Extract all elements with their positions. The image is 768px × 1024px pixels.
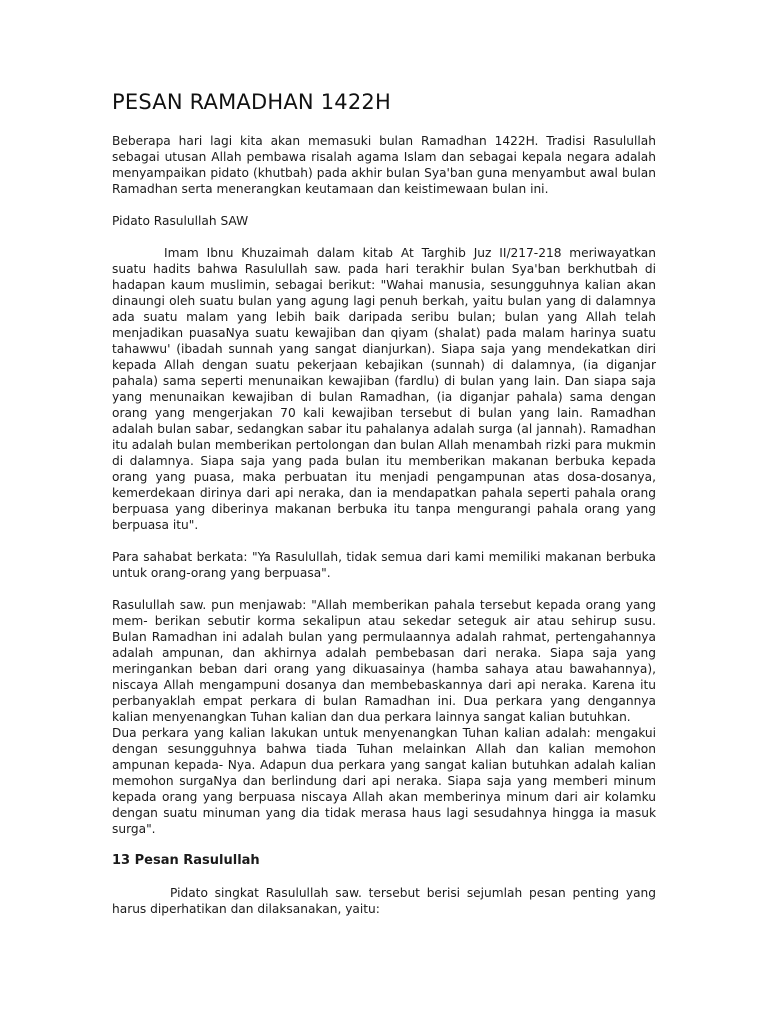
document-title: PESAN RAMADHAN 1422H xyxy=(112,90,391,114)
intro-paragraph: Beberapa hari lagi kita akan memasuki bulan Ramadhan 1422H. Tradisi Rasulullah sebagai utusan Allah pembawa risalah agama Islam dan sebagai kepala negara adalah menyampaikan pidato (khutbah) pada akhir bulan Sya'ban guna menyambut awal bulan Ramadhan serta menerangkan keutamaan dan keistimewaan bulan ini. xyxy=(112,134,656,197)
sahabat-paragraph: Para sahabat berkata: "Ya Rasulullah, tidak semua dari kami memiliki makanan berbuka untuk orang-orang yang berpuasa". xyxy=(112,550,656,581)
section-heading-pidato: Pidato Rasulullah SAW xyxy=(112,214,249,229)
section-heading-13-pesan: 13 Pesan Rasulullah xyxy=(112,853,260,869)
pesan-intro-paragraph: Pidato singkat Rasulullah saw. tersebut berisi sejumlah pesan penting yang harus diperhatikan dan dilaksanakan, yaitu: xyxy=(112,886,656,917)
hadith-paragraph: Imam Ibnu Khuzaimah dalam kitab At Targhib Juz II/217-218 meriwayatkan suatu hadits bahwa Rasulullah saw. pada hari terakhir bulan Sya'ban berkhutbah di hadapan kaum muslimin, sebagai berikut: "Wahai manusia, sesungguhnya kalian akan dinaungi oleh suatu bulan yang agung lagi penuh berkah, yaitu bulan yang di dalamnya ada suatu malam yang lebih baik daripada seribu bulan; bulan yang Allah telah menjadikan puasaNya suatu kewajiban dan qiyam (shalat) pada malam harinya suatu tahawwu' (ibadah sunnah yang sangat dianjurkan). Siapa saja yang mendekatkan diri kepada Allah dengan suatu pekerjaan kebajikan (sunnah) di dalamnya, (ia diganjar pahala) sama seperti menunaikan kewajiban (fardlu) di bulan yang lain. Dan siapa saja yang menunaikan kewajiban di bulan Ramadhan, (ia diganjar pahala) sama dengan orang yang mengerjakan 70 kali kewajiban tersebut di bulan yang lain. Ramadhan adalah bulan sabar, sedangkan sabar itu pahalanya adalah surga (al jannah). Ramadhan itu adalah bulan memberikan pertolongan dan bulan Allah menambah rizki para mukmin di dalamnya. Siapa saja yang pada bulan itu memberikan makanan berbuka kepada orang yang puasa, maka perbuatan itu menjadi pengampunan atas dosa-dosanya, kemerdekaan dirinya dari api neraka, dan ia mendapatkan pahala seperti pahala orang berpuasa yang diberinya makanan berbuka itu tanpa mengurangi pahala orang yang berpuasa itu". xyxy=(112,246,656,533)
dua-perkara-paragraph: Dua perkara yang kalian lakukan untuk menyenangkan Tuhan kalian adalah: mengakui dengan sesungguhnya bahwa tiada Tuhan melainkan Allah dan kalian memohon ampunan kepada- Nya. Adapun dua perkara yang sangat kalian butuhkan adalah kalian memohon surgaNya dan berlindung dari api neraka. Siapa saja yang memberi minum kepada orang yang berpuasa niscaya Allah akan memberinya minum dari air kolamku dengan suatu minuman yang dia tidak merasa haus lagi sesudahnya hingga ia masuk surga". xyxy=(112,726,656,837)
rasulullah-reply-paragraph: Rasulullah saw. pun menjawab: "Allah memberikan pahala tersebut kepada orang yang mem- berikan sebutir korma sekalipun atau sekedar seteguk air atau sehirup susu. Bulan Ramadhan ini adalah bulan yang permulaannya adalah rahmat, pertengahannya adalah ampunan, dan akhirnya adalah pembebasan dari neraka. Siapa saja yang meringankan beban dari orang yang dikuasainya (hamba sahaya atau bawahannya), niscaya Allah mengampuni dosanya dan membebaskannya dari api neraka. Karena itu perbanyaklah empat perkara di bulan Ramadhan ini. Dua perkara yang dengannya kalian menyenangkan Tuhan kalian dan dua perkara lainnya sangat kalian butuhkan. xyxy=(112,598,656,725)
